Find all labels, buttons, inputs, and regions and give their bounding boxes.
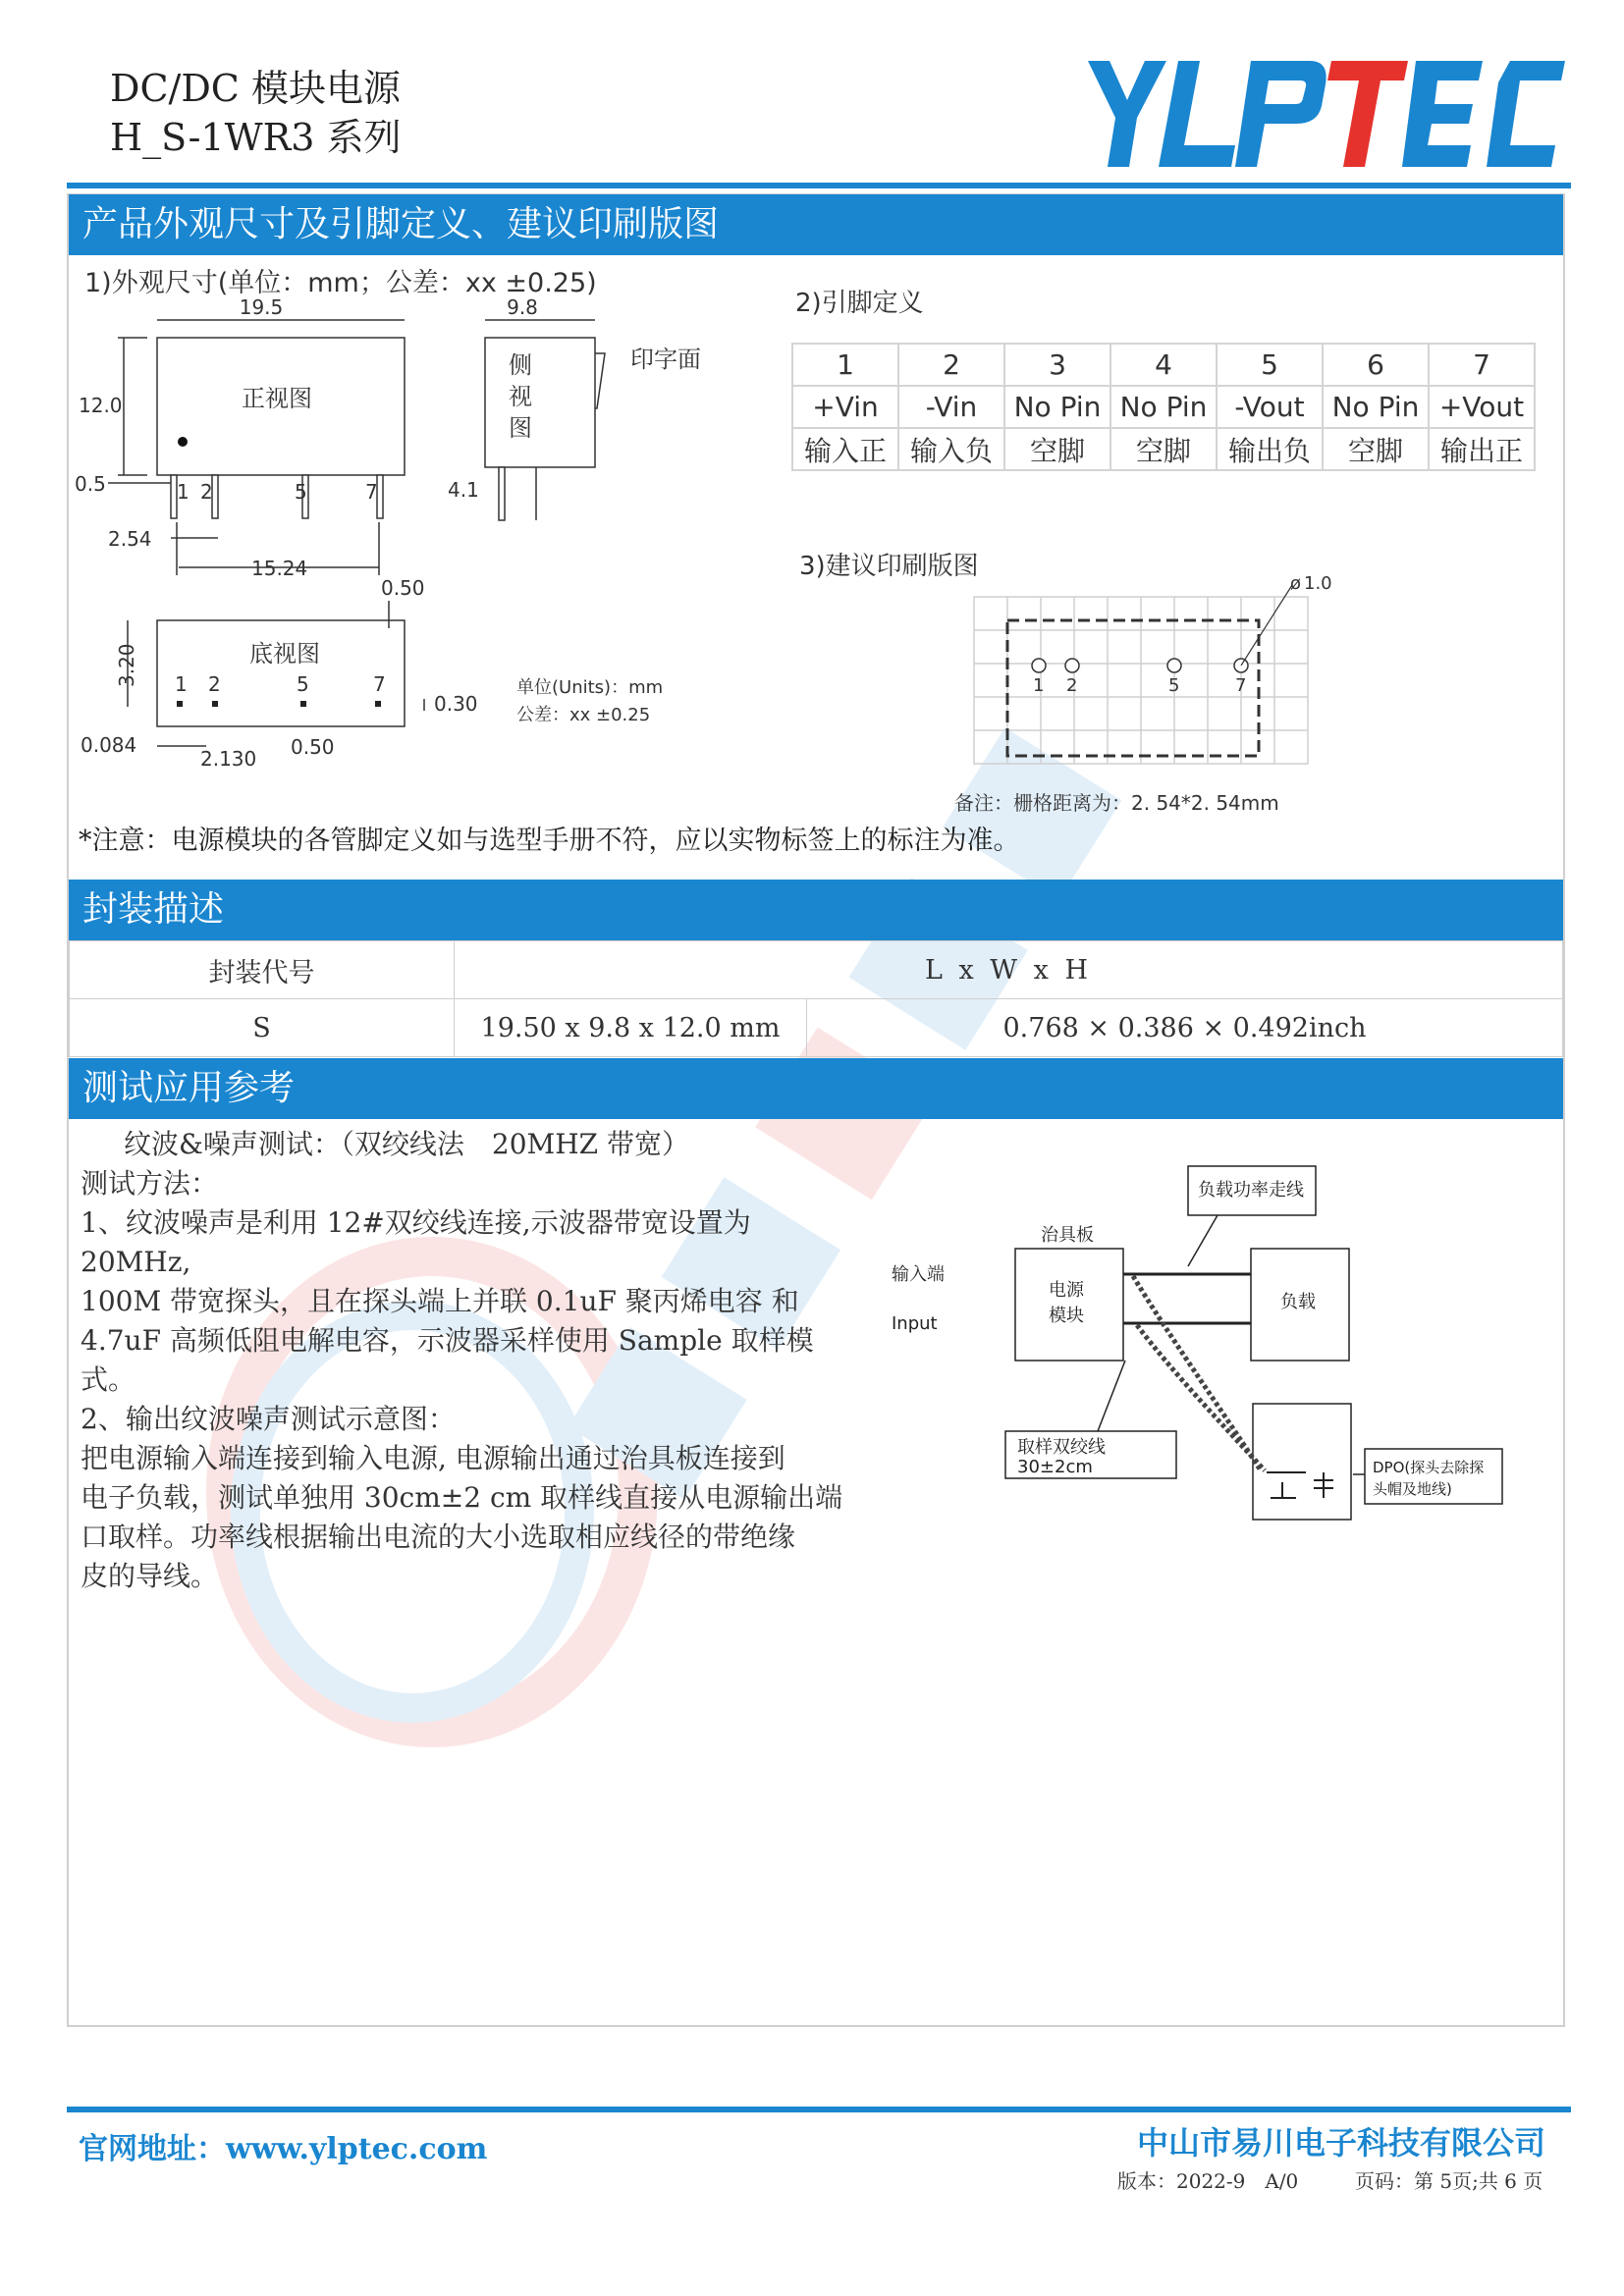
module-label-2: 模块 (1049, 1306, 1084, 1326)
package-dim-header: L x W x H (455, 941, 1563, 999)
test-line: 100M 带宽探头，且在探头端上并联 0.1uF 聚丙烯电容 和 (81, 1285, 799, 1317)
dim-pin-thickness: 0.30 (434, 692, 478, 716)
test-line: 4.7uF 高频低阻电解电容，示波器采样使用 Sample 取样模 (81, 1324, 814, 1357)
dimensions-title: 1)外观尺寸(单位：mm；公差：xx ±0.25) (84, 268, 597, 298)
header-rule (67, 183, 1571, 188)
pin-name: -Vin (898, 386, 1004, 428)
section-title-dimensions: 产品外观尺寸及引脚定义、建议印刷版图 (69, 194, 1563, 255)
pin-desc: 输入负 (898, 428, 1004, 470)
units-label: 单位(Units)：mm (516, 677, 664, 698)
twisted-pair-label: 取样双绞线 (1017, 1437, 1106, 1458)
tolerance-label: 公差：xx ±0.25 (516, 705, 651, 725)
bottom-pin-7: 7 (373, 672, 386, 696)
dim-first-pin: 2.130 (200, 747, 257, 771)
side-view-label-2: 视 (509, 383, 532, 410)
package-row (70, 999, 1563, 1057)
test-line: 把电源输入端连接到输入电源, 电源输出通过治具板连接到 (81, 1442, 785, 1474)
pcb-layout-diagram (968, 573, 1341, 770)
dim-width: 19.5 (239, 295, 284, 319)
pin-desc: 空脚 (1110, 428, 1217, 470)
side-view-label-3: 图 (509, 414, 532, 442)
pin-number: 2 (898, 344, 1004, 386)
pin-number: 7 (1429, 344, 1535, 386)
test-line: 式。 (81, 1363, 136, 1396)
dim-pitch: 2.54 (108, 527, 152, 551)
input-en-label: Input (892, 1313, 938, 1334)
pin-number: 1 (792, 344, 898, 386)
pin-desc: 输出正 (1429, 428, 1535, 470)
pin-number: 4 (1110, 344, 1217, 386)
hole-diameter-symbol: ø (1290, 573, 1302, 594)
package-table (69, 940, 1563, 1057)
ripple-test-diagram (884, 1158, 1532, 1531)
pin-name: +Vout (1429, 386, 1535, 428)
pcb-pin-7: 7 (1235, 675, 1247, 696)
website-link[interactable]: 官网地址：www.ylptec.com (79, 2132, 488, 2166)
pin-number: 5 (1217, 344, 1323, 386)
dim-edge: 0.084 (81, 733, 137, 757)
ylptec-logo (1088, 61, 1565, 167)
test-line: 纹波&噪声测试：（双绞线法 20MHZ 带宽） (124, 1128, 689, 1160)
footer-rule (67, 2107, 1571, 2112)
test-line: 口取样。功率线根据输出电流的大小选取相应线径的带绝缘 (81, 1521, 796, 1553)
package-code-header: 封装代号 (70, 941, 455, 999)
dim-pin-length: 4.1 (448, 478, 479, 502)
front-view-label: 正视图 (242, 385, 312, 412)
company-name: 中山市易川电子科技有限公司 (1136, 2124, 1545, 2162)
pin-name: No Pin (1004, 386, 1110, 428)
pin-desc: 输出负 (1217, 428, 1323, 470)
front-pin-7: 7 (365, 480, 378, 504)
package-header-row (70, 941, 1563, 999)
side-view-label-1: 侧 (509, 351, 532, 379)
pin-number: 6 (1323, 344, 1429, 386)
bottom-pin-1: 1 (175, 672, 188, 696)
input-cn-label: 输入端 (892, 1264, 945, 1285)
dim-span: 15.24 (251, 557, 308, 580)
module-label-1: 电源 (1049, 1280, 1084, 1301)
dim-bottom-height: 3.20 (115, 643, 138, 687)
front-pin-1: 1 (177, 480, 189, 504)
pin-desc: 空脚 (1004, 428, 1110, 470)
dim-pin-width: 0.50 (381, 576, 425, 600)
pin-name: No Pin (1323, 386, 1429, 428)
fixture-label: 治具板 (1041, 1225, 1094, 1246)
bottom-pin-2: 2 (208, 672, 221, 696)
power-line-label: 负载功率走线 (1198, 1180, 1304, 1201)
front-pin-5: 5 (295, 480, 307, 504)
package-code: S (70, 999, 455, 1057)
pin1-dot (178, 437, 188, 447)
pcb-pin-5: 5 (1168, 675, 1180, 696)
pin-name: No Pin (1110, 386, 1217, 428)
pin-note: *注意：电源模块的各管脚定义如与选型手册不符，应以实物标签上的标注为准。 (79, 826, 1020, 856)
bottom-pin-5: 5 (297, 672, 309, 696)
section-title-test: 测试应用参考 (69, 1058, 1563, 1119)
test-line: 2、输出纹波噪声测试示意图： (81, 1403, 456, 1435)
test-line: 皮的导线。 (81, 1560, 219, 1592)
test-line: 1、纹波噪声是利用 12#双绞线连接,示波器带宽设置为 20MHz, (81, 1206, 751, 1278)
pin-name: -Vout (1217, 386, 1323, 428)
test-line: 测试方法： (81, 1167, 219, 1200)
pin-table (791, 343, 1536, 471)
grid-note: 备注：栅格距离为：2. 54*2. 54mm (954, 791, 1279, 815)
pcb-layout-title: 3)建议印刷版图 (799, 552, 979, 581)
dpo-label-2: 头帽及地线) (1373, 1480, 1452, 1498)
pin-name: +Vin (792, 386, 898, 428)
doc-series: H_S-1WR3 系列 (110, 116, 402, 159)
pin-number: 3 (1004, 344, 1110, 386)
section-title-package: 封装描述 (69, 880, 1563, 940)
package-dim-mm: 19.50 x 9.8 x 12.0 mm (455, 999, 807, 1057)
hole-diameter: 1.0 (1304, 573, 1332, 594)
doc-title: DC/DC 模块电源 (110, 67, 401, 110)
pin-name-row (792, 386, 1535, 428)
pin-desc: 输入正 (792, 428, 898, 470)
test-description (81, 1125, 856, 1596)
dimension-drawing (69, 294, 756, 805)
pcb-pin-2: 2 (1066, 675, 1078, 696)
version-label: 版本：2022-9 A/0 (1117, 2169, 1299, 2193)
bottom-view-label: 底视图 (249, 640, 320, 667)
pin-desc: 空脚 (1323, 428, 1429, 470)
package-dim-inch: 0.768 × 0.386 × 0.492inch (807, 999, 1563, 1057)
pin-number-row (792, 344, 1535, 386)
dim-pin-width2: 0.50 (291, 735, 335, 759)
pin-definition-title: 2)引脚定义 (795, 289, 924, 318)
print-face-label: 印字面 (630, 346, 701, 373)
test-line: 电子负载，测试单独用 30cm±2 cm 取样线直接从电源输出端 (81, 1481, 843, 1514)
dim-offset: 0.5 (75, 472, 106, 496)
pin-desc-row (792, 428, 1535, 470)
dpo-label-1: DPO(探头去除探 (1373, 1459, 1485, 1476)
twisted-pair-length: 30±2cm (1017, 1457, 1093, 1477)
load-label: 负载 (1280, 1292, 1316, 1312)
page-number: 页码：第 5页;共 6 页 (1355, 2169, 1543, 2193)
dim-depth: 9.8 (507, 295, 538, 319)
dim-height: 12.0 (79, 394, 123, 417)
pcb-pin-1: 1 (1033, 675, 1045, 696)
front-pin-2: 2 (200, 480, 213, 504)
